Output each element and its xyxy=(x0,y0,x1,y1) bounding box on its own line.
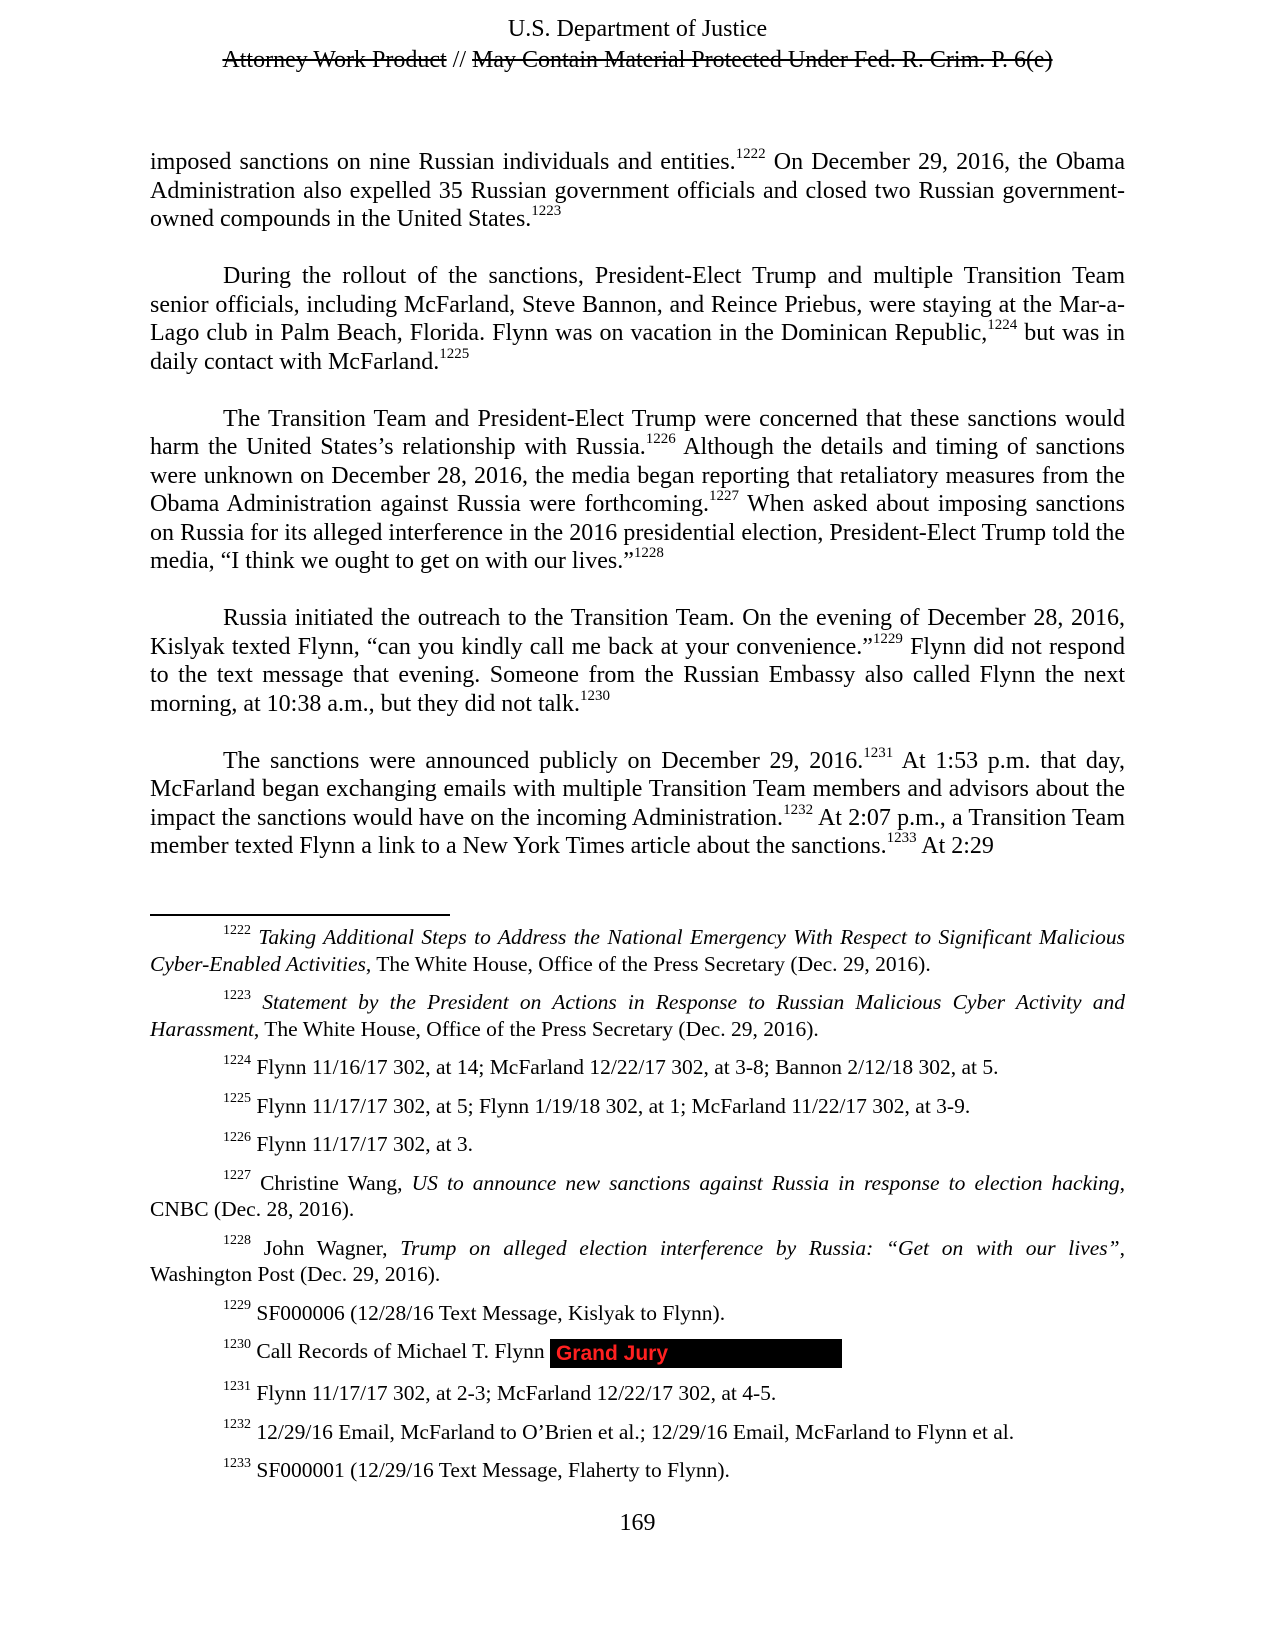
footnote-number: 1232 xyxy=(223,1417,251,1433)
paragraph-text: At 2:07 p.m., a Transition Team member texted Flynn a link to a New York Times article about the sanctions. xyxy=(150,804,1125,859)
footnote-divider xyxy=(150,914,450,916)
citation-text: Flynn 11/17/17 302, at 3. xyxy=(251,1132,473,1156)
page-number: 169 xyxy=(619,1510,656,1536)
footnote-1223 xyxy=(150,989,1125,1042)
paragraph-text: imposed sanctions on nine Russian individuals and entities. xyxy=(150,149,736,175)
paragraph-text: Although the details and timing of sanctions were unknown on December 28, 2016, the media began reporting that retaliatory measures from the Obama Administration against Russia were forthcoming. xyxy=(150,434,1125,517)
footnote-number: 1222 xyxy=(223,922,251,938)
footnote-ref[interactable]: 1230 xyxy=(579,687,610,704)
paragraph-text: Flynn did not respond to the text message that evening. Someone from the Russian Embassy also called Flynn the next morning, at 10:38 a.m., but they did not talk. xyxy=(150,633,1125,717)
footnote-number: 1226 xyxy=(223,1129,251,1145)
footnote-1226 xyxy=(150,1131,1125,1158)
footnote-ref[interactable]: 1228 xyxy=(633,545,664,561)
paragraph-text: At 1:53 p.m. that day, McFarland began exchanging emails with multiple Transition Team members and advisors about the impact the sanctions would have on the incoming Administration. xyxy=(150,747,1125,831)
citation-title: Trump on alleged election interference by Russia: “Get on with our lives” xyxy=(400,1235,1120,1260)
footnote-ref[interactable]: 1231 xyxy=(863,744,894,761)
footnote-ref[interactable]: 1225 xyxy=(439,345,470,362)
citation-text: Flynn 11/17/17 302, at 2-3; McFarland 12/22/17 302, at 4-5. xyxy=(251,1381,777,1405)
department-name: U.S. Department of Justice xyxy=(507,16,768,42)
paragraph-3 xyxy=(150,405,1125,576)
footnote-ref[interactable]: 1233 xyxy=(886,830,917,846)
citation-text: , The White House, Office of the Press Secretary (Dec. 29, 2016). xyxy=(365,951,931,976)
separator: // xyxy=(446,47,473,73)
footnote-1231 xyxy=(150,1380,1125,1407)
citation-text: Call Records of Michael T. Flynn xyxy=(251,1339,550,1363)
footnote-number: 1233 xyxy=(223,1455,251,1471)
paragraph-text: At 2:29 xyxy=(916,833,994,859)
footnote-number: 1227 xyxy=(223,1168,251,1184)
footnote-number: 1230 xyxy=(223,1336,251,1352)
footnote-ref[interactable]: 1223 xyxy=(531,203,562,219)
footnote-number: 1224 xyxy=(223,1052,251,1068)
footnote-number: 1223 xyxy=(223,987,251,1003)
footnote-1225 xyxy=(150,1093,1125,1120)
paragraph-text: During the rollout of the sanctions, President-Elect Trump and multiple Transition Team senior officials, including McFarland, Steve Bannon, and Reince Priebus, were staying at the Mar-a-Lago club in Palm Beach, Florida. Flynn was on vacation in the Dominican Republic, xyxy=(150,263,1125,346)
paragraph-text: On December 29, 2016, the Obama Administration also expelled 35 Russian government officials and closed two Russian government-owned compounds in the United States. xyxy=(150,149,1125,232)
paragraph-4 xyxy=(150,604,1125,718)
footnote-number: 1231 xyxy=(223,1378,251,1394)
citation-text: Flynn 11/17/17 302, at 5; Flynn 1/19/18 302, at 1; McFarland 11/22/17 302, at 3-9. xyxy=(251,1093,971,1118)
body-text xyxy=(150,148,1125,889)
footnote-ref[interactable]: 1232 xyxy=(783,801,814,818)
citation-title: Taking Additional Steps to Address the National Emergency With Respect to Significant Malicious Cyber-Enabled Activities xyxy=(150,925,1126,976)
footnote-ref[interactable]: 1226 xyxy=(645,431,676,447)
footnote-1227 xyxy=(150,1170,1125,1223)
footnote-number: 1229 xyxy=(223,1298,251,1314)
citation-text: 12/29/16 Email, McFarland to O’Brien et al.; 12/29/16 Email, McFarland to Flynn et al. xyxy=(251,1419,1015,1444)
citation-author: Christine Wang, xyxy=(251,1170,412,1195)
paragraph-1 xyxy=(150,148,1125,234)
paragraph-text: When asked about imposing sanctions on Russia for its alleged interference in the 2016 presidential election, President-Elect Trump told the media, “I think we ought to get on with our lives.” xyxy=(150,491,1126,574)
paragraph-2 xyxy=(150,262,1125,376)
classification-line xyxy=(0,45,1275,76)
footnote-ref[interactable]: 1224 xyxy=(987,317,1018,333)
footnote-ref[interactable]: 1222 xyxy=(735,146,766,162)
citation-text: , CNBC (Dec. 28, 2016). xyxy=(150,1170,1125,1221)
redaction-block: Grand Jury xyxy=(550,1339,842,1368)
footnotes xyxy=(150,924,1125,1496)
citation-text: , The White House, Office of the Press Secretary (Dec. 29, 2016). xyxy=(253,1016,819,1041)
footnote-number: 1228 xyxy=(223,1233,251,1249)
footnote-1224 xyxy=(150,1054,1125,1081)
citation-text: SF000006 (12/28/16 Text Message, Kislyak to Flynn). xyxy=(251,1300,726,1325)
footnote-1233 xyxy=(150,1457,1125,1484)
citation-text: SF000001 (12/29/16 Text Message, Flaherty to Flynn). xyxy=(251,1458,730,1482)
citation-title: US to announce new sanctions against Russia in response to election hacking xyxy=(411,1170,1120,1195)
footnote-1222 xyxy=(150,924,1125,977)
citation-text: , Washington Post (Dec. 29, 2016). xyxy=(150,1235,1126,1286)
citation-text: Flynn 11/16/17 302, at 14; McFarland 12/22/17 302, at 3-8; Bannon 2/12/18 302, at 5. xyxy=(251,1055,999,1079)
footnote-ref[interactable]: 1229 xyxy=(872,630,903,647)
footnote-1228 xyxy=(150,1235,1125,1288)
grand-jury-label: May Contain Material Protected Under Fed. R. Crim. P. 6(e) xyxy=(472,47,1053,73)
footnote-ref[interactable]: 1227 xyxy=(709,488,740,504)
footnote-1230 xyxy=(150,1338,1125,1368)
paragraph-text: Russia initiated the outreach to the Transition Team. On the evening of December 28, 2016, Kislyak texted Flynn, “can you kindly call me back at your convenience.” xyxy=(150,605,1125,660)
footnote-1232 xyxy=(150,1419,1125,1446)
paragraph-text: but was in daily contact with McFarland. xyxy=(150,320,1125,375)
paragraph-5 xyxy=(150,744,1125,861)
work-product-label: Attorney Work Product xyxy=(222,47,447,73)
footnote-1229 xyxy=(150,1300,1125,1327)
paragraph-text: The Transition Team and President-Elect Trump were concerned that these sanctions would harm the United States’s relationship with Russia. xyxy=(150,405,1125,460)
paragraph-text: The sanctions were announced publicly on December 29, 2016. xyxy=(223,747,864,774)
page-header xyxy=(0,14,1275,76)
footnote-number: 1225 xyxy=(223,1091,251,1107)
citation-title: Statement by the President on Actions in Response to Russian Malicious Cyber Activity and Harassment xyxy=(150,990,1126,1041)
citation-author: John Wagner, xyxy=(251,1235,401,1260)
